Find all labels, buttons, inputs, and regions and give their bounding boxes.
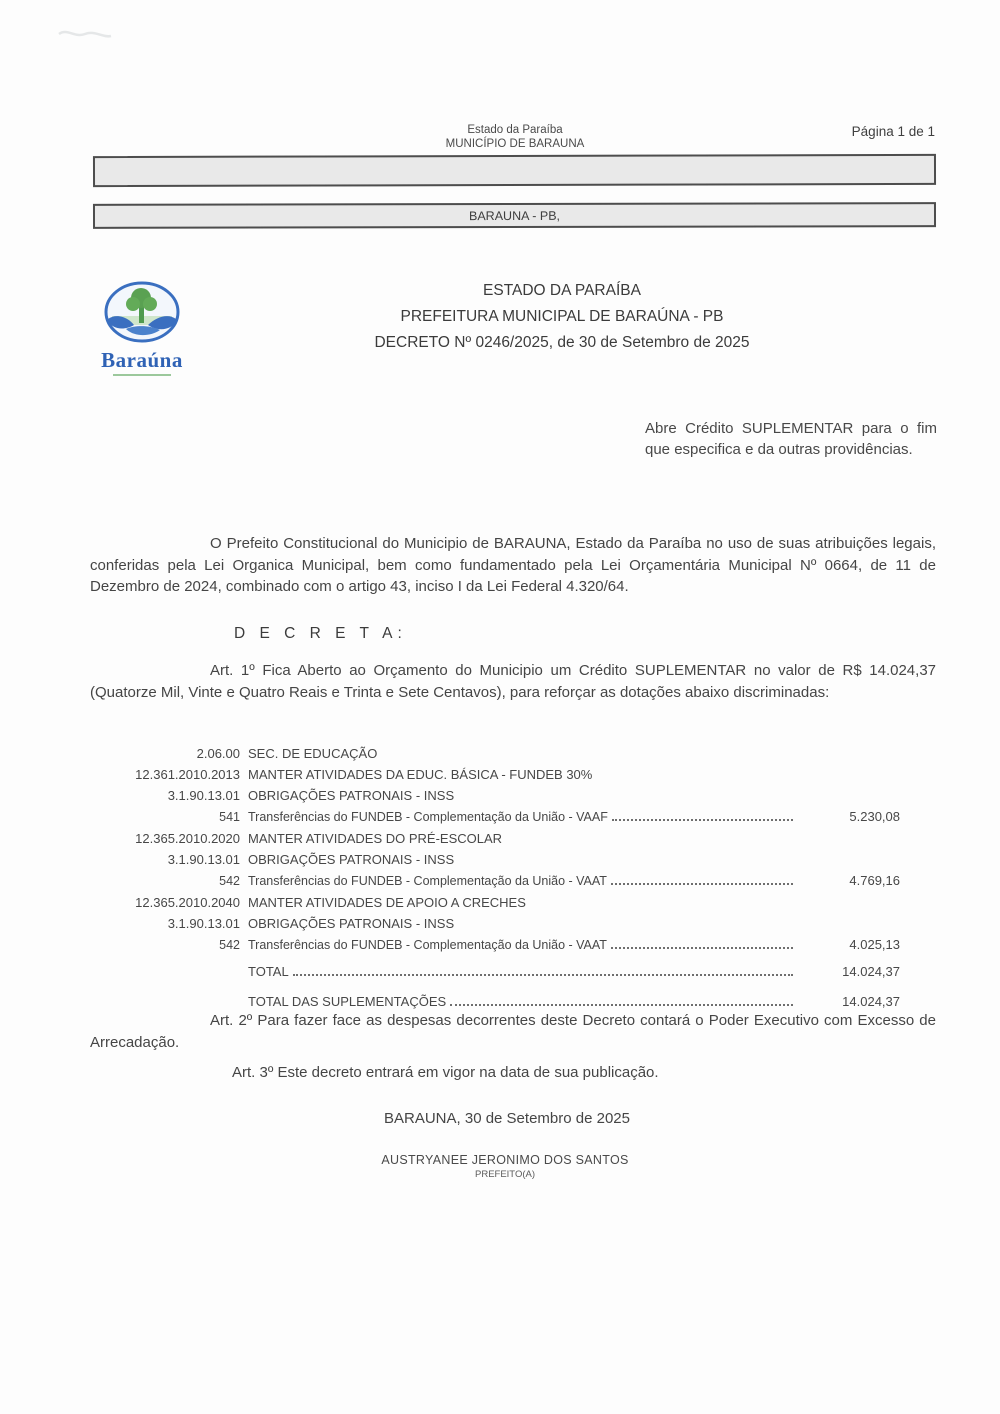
budget-row bbox=[90, 961, 900, 982]
budget-description: Transferências do FUNDEB - Complementação da União - VAAT bbox=[248, 874, 607, 888]
dot-leader bbox=[293, 974, 793, 976]
budget-code: 542 bbox=[219, 874, 240, 888]
title-prefecture: PREFEITURA MUNICIPAL DE BARAÚNA - PB bbox=[400, 308, 724, 325]
page-number: Página 1 de 1 bbox=[851, 124, 935, 139]
budget-row bbox=[90, 806, 900, 828]
budget-description: TOTAL bbox=[248, 964, 289, 979]
budget-code: 541 bbox=[219, 810, 240, 824]
decree-summary: Abre Crédito SUPLEMENTAR para o fim que especifica e da outras providências. bbox=[645, 420, 937, 458]
municipal-logo bbox=[100, 281, 184, 376]
article-3-paragraph: Art. 3º Este decreto entrará em vigor na data de sua publicação. bbox=[232, 1064, 659, 1081]
budget-code: 3.1.90.13.01 bbox=[167, 852, 240, 867]
dot-leader bbox=[611, 883, 793, 885]
budget-code: 12.365.2010.2020 bbox=[135, 831, 240, 846]
logo-wordmark: Baraúna bbox=[101, 348, 183, 372]
budget-description: OBRIGAÇÕES PATRONAIS - INSS bbox=[248, 852, 455, 867]
budget-description: SEC. DE EDUCAÇÃO bbox=[248, 746, 378, 761]
budget-row bbox=[90, 743, 900, 764]
budget-amount: 14.024,37 bbox=[842, 994, 900, 1009]
budget-description: OBRIGAÇÕES PATRONAIS - INSS bbox=[248, 916, 455, 931]
scan-smudge-mark bbox=[55, 24, 115, 48]
budget-code: 542 bbox=[219, 938, 240, 952]
document-title bbox=[190, 278, 934, 356]
budget-description: MANTER ATIVIDADES DA EDUC. BÁSICA - FUNDEB 30% bbox=[248, 767, 593, 782]
dot-leader bbox=[611, 947, 793, 949]
header-bar-empty bbox=[93, 154, 936, 187]
article-2-paragraph: Art. 2º Para fazer face as despesas decorrentes deste Decreto contará o Poder Executivo com Excesso de Arrecadação. bbox=[90, 1012, 936, 1051]
letterhead-state: Estado da Paraíba bbox=[467, 124, 563, 136]
title-decree-number: DECRETO Nº 0246/2025, de 30 de Setembro de 2025 bbox=[374, 334, 750, 351]
budget-row bbox=[90, 892, 900, 913]
title-state: ESTADO DA PARAÍBA bbox=[483, 282, 641, 299]
budget-row bbox=[90, 828, 900, 849]
budget-code: 3.1.90.13.01 bbox=[167, 788, 240, 803]
budget-row bbox=[90, 870, 900, 892]
header-bar-city: BARAUNA - PB, bbox=[93, 202, 936, 229]
budget-row bbox=[90, 991, 900, 1012]
budget-amount: 14.024,37 bbox=[842, 964, 900, 979]
decreta-heading: D E C R E T A: bbox=[234, 625, 407, 642]
budget-description: Transferências do FUNDEB - Complementação da União - VAAF bbox=[248, 810, 608, 824]
budget-description: OBRIGAÇÕES PATRONAIS - INSS bbox=[248, 788, 455, 803]
budget-row bbox=[90, 849, 900, 870]
budget-code: 12.361.2010.2013 bbox=[135, 767, 240, 782]
budget-amount: 4.769,16 bbox=[849, 873, 900, 888]
budget-description: MANTER ATIVIDADES DO PRÉ-ESCOLAR bbox=[248, 831, 503, 846]
signer-name: AUSTRYANEE JERONIMO DOS SANTOS bbox=[381, 1153, 629, 1167]
budget-table bbox=[90, 743, 900, 1012]
letterhead bbox=[300, 123, 730, 151]
dot-leader bbox=[450, 1004, 793, 1006]
logo-underline bbox=[113, 374, 171, 376]
budget-code: 2.06.00 bbox=[196, 746, 240, 761]
budget-code: 3.1.90.13.01 bbox=[167, 916, 240, 931]
letterhead-municipality: MUNICÍPIO DE BARAUNA bbox=[445, 138, 585, 150]
budget-row bbox=[90, 913, 900, 934]
budget-code: 12.365.2010.2040 bbox=[135, 895, 240, 910]
preamble-paragraph: O Prefeito Constitucional do Municipio de BARAUNA, Estado da Paraíba no uso de suas atribuições legais, conferidas pela Lei Organica Municipal, bem como fundamentado pela Lei Orçamentária Municipal Nº 0664, de 11 de Dezembro de 2024, combinado com o artigo 43, inciso I da Lei Federal 4.320/64. bbox=[90, 535, 936, 595]
budget-description: TOTAL DAS SUPLEMENTAÇÕES bbox=[248, 994, 447, 1009]
municipal-seal-icon bbox=[102, 281, 182, 345]
budget-row bbox=[90, 934, 900, 956]
budget-description: MANTER ATIVIDADES DE APOIO A CRECHES bbox=[248, 895, 526, 910]
budget-description: Transferências do FUNDEB - Complementação da União - VAAT bbox=[248, 938, 607, 952]
place-date-line: BARAUNA, 30 de Setembro de 2025 bbox=[384, 1110, 630, 1127]
signer-role: PREFEITO(A) bbox=[475, 1169, 535, 1180]
dot-leader bbox=[612, 819, 793, 821]
budget-row bbox=[90, 764, 900, 785]
budget-amount: 5.230,08 bbox=[849, 809, 900, 824]
budget-row bbox=[90, 785, 900, 806]
budget-amount: 4.025,13 bbox=[849, 937, 900, 952]
article-1-paragraph: Art. 1º Fica Aberto ao Orçamento do Municipio um Crédito SUPLEMENTAR no valor de R$ 14.024,37 (Quatorze Mil, Vinte e Quatro Reais e Trinta e Sete Centavos), para reforçar as dotações abaixo discriminadas: bbox=[90, 662, 936, 701]
